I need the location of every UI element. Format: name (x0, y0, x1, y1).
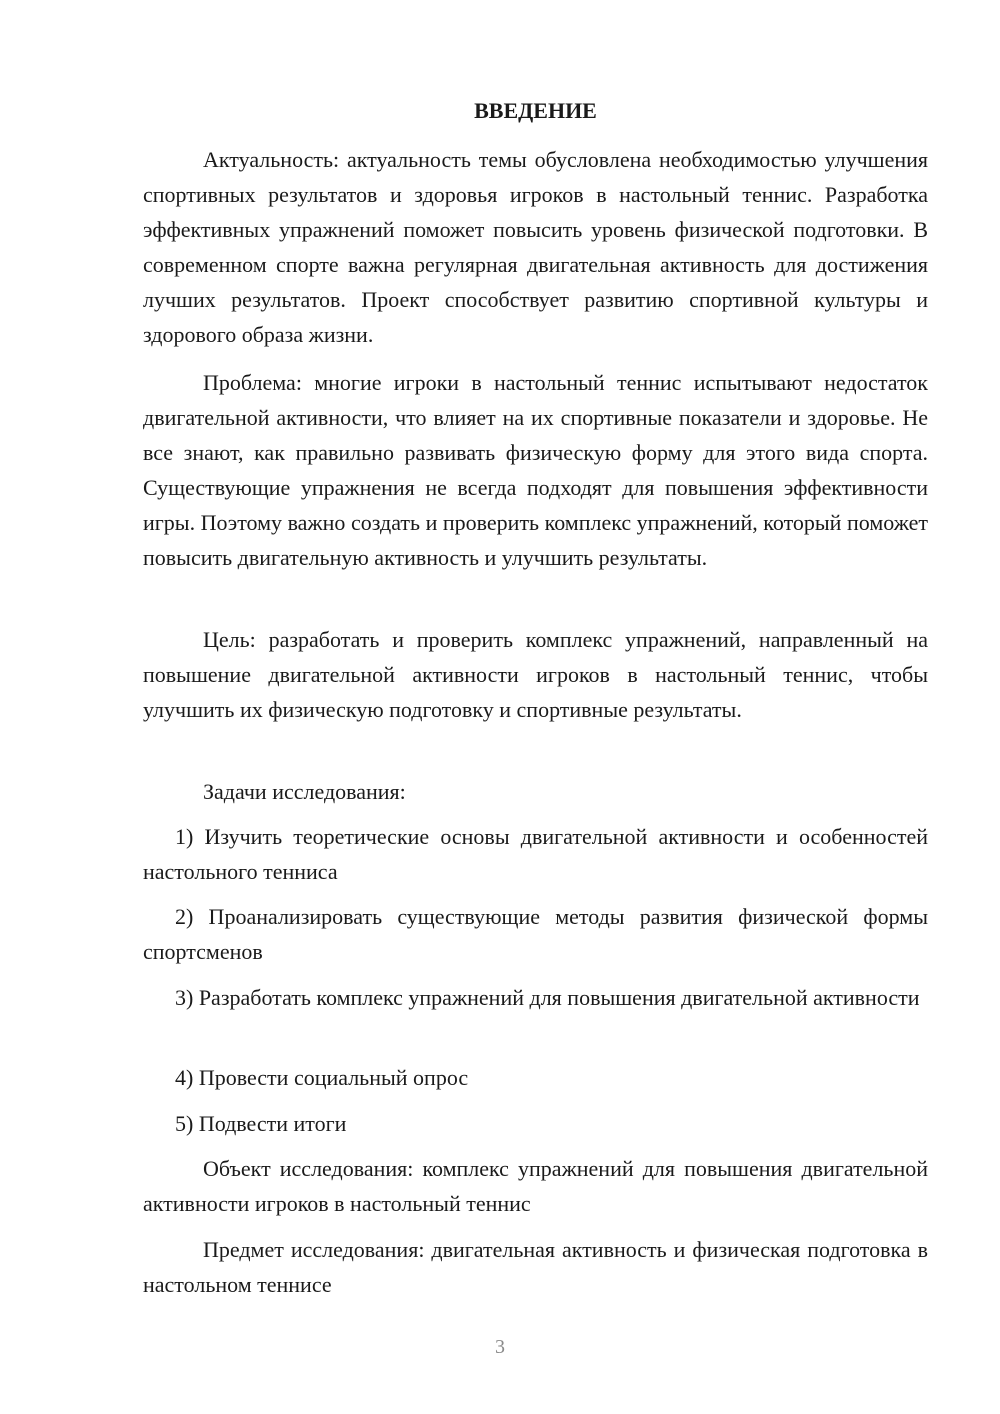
tasks-title: Задачи исследования: (203, 779, 406, 804)
task-item-1: 1) Изучить теоретические основы двигательной активности и особенностей настольного тенниса (143, 824, 928, 884)
task-item-4: 4) Провести социальный опрос (175, 1065, 469, 1090)
subject-paragraph: Предмет исследования: двигательная активность и физическая подготовка в настольном теннисе (143, 1237, 928, 1297)
task-item-2: 2) Проанализировать существующие методы развития физической формы спортсменов (143, 904, 928, 964)
relevance-paragraph: Актуальность: актуальность темы обусловлена необходимостью улучшения спортивных результатов и здоровья игроков в настольный теннис. Разработка эффективных упражнений поможет повысить уровень физической подготовки. В современном спорте важна регулярная двигательная активность для достижения лучших результатов. Проект способствует развитию спортивной культуры и здорового образа жизни. (143, 147, 928, 347)
page-number: 3 (495, 1336, 505, 1358)
task-item-5: 5) Подвести итоги (175, 1111, 347, 1136)
task-item-3: 3) Разработать комплекс упражнений для повышения двигательной активности (175, 985, 920, 1010)
object-paragraph: Объект исследования: комплекс упражнений для повышения двигательной активности игроков в настольный теннис (143, 1156, 928, 1216)
section-heading: ВВЕДЕНИЕ (474, 98, 597, 123)
goal-paragraph: Цель: разработать и проверить комплекс упражнений, направленный на повышение двигательной активности игроков в настольный теннис, чтобы улучшить их физическую подготовку и спортивные результаты. (143, 627, 928, 722)
problem-paragraph: Проблема: многие игроки в настольный теннис испытывают недостаток двигательной активности, что влияет на их спортивные показатели и здоровье. Не все знают, как правильно развивать физическую форму для этого вида спорта. Существующие упражнения не всегда подходят для повышения эффективности игры. Поэтому важно создать и проверить комплекс упражнений, который поможет повысить двигательную активность и улучшить результаты. (143, 370, 928, 570)
